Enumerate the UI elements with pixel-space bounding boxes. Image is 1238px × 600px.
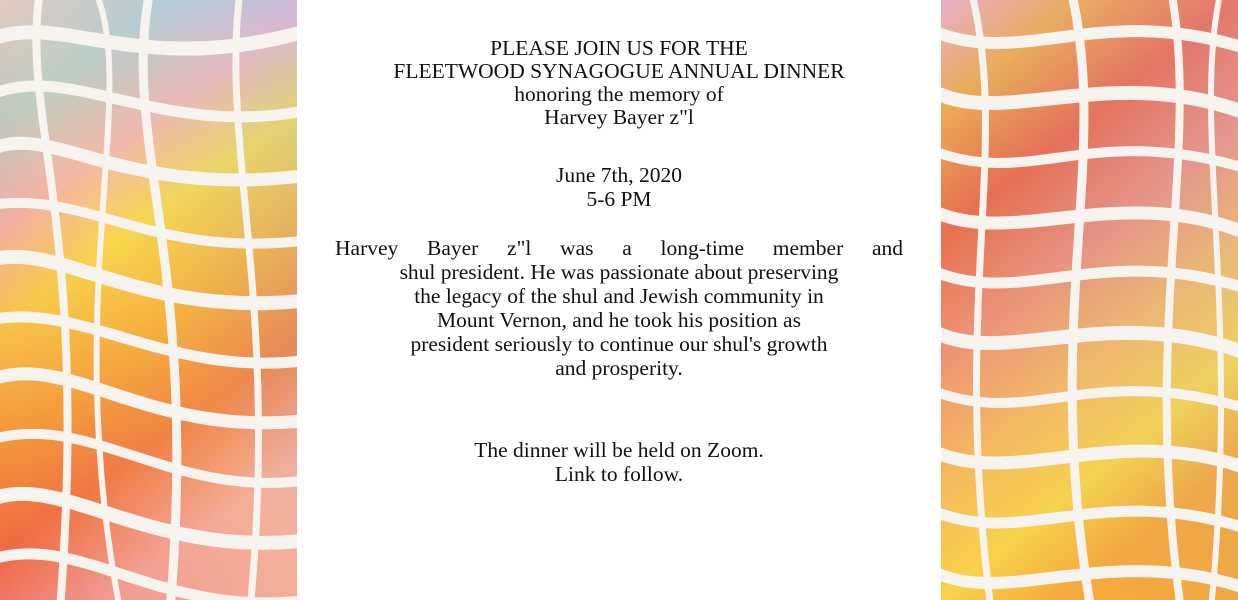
heading-line-3: honoring the memory of (514, 82, 724, 106)
event-time: 5-6 PM (586, 187, 652, 211)
invitation-heading (297, 37, 941, 129)
honoree-bio (335, 236, 903, 380)
bio-line-4: Mount Vernon, and he took his position as (437, 308, 801, 332)
event-location-note (297, 438, 941, 486)
event-date: June 7th, 2020 (555, 163, 682, 187)
right-artwork-panel (941, 0, 1238, 600)
left-watercolor-art (0, 0, 297, 600)
bio-line-2: shul president. He was passionate about preserving (399, 260, 839, 284)
left-artwork-panel (0, 0, 297, 600)
bio-line-1: Harvey Bayer z"l was a long-time member and (335, 236, 903, 260)
bio-line-3: the legacy of the shul and Jewish community in (414, 284, 824, 308)
invitation-text-area (297, 0, 941, 600)
event-date-time (297, 163, 941, 211)
bio-line-5: president seriously to continue our shul's growth (410, 332, 828, 356)
heading-line-1: PLEASE JOIN US FOR THE (490, 36, 748, 60)
heading-line-4: Harvey Bayer z"l (544, 105, 694, 129)
bio-line-6: and prosperity. (555, 356, 683, 380)
closing-line-2: Link to follow. (554, 462, 684, 486)
closing-line-1: The dinner will be held on Zoom. (474, 438, 764, 462)
right-watercolor-art (941, 0, 1238, 600)
heading-line-2: FLEETWOOD SYNAGOGUE ANNUAL DINNER (393, 59, 845, 83)
